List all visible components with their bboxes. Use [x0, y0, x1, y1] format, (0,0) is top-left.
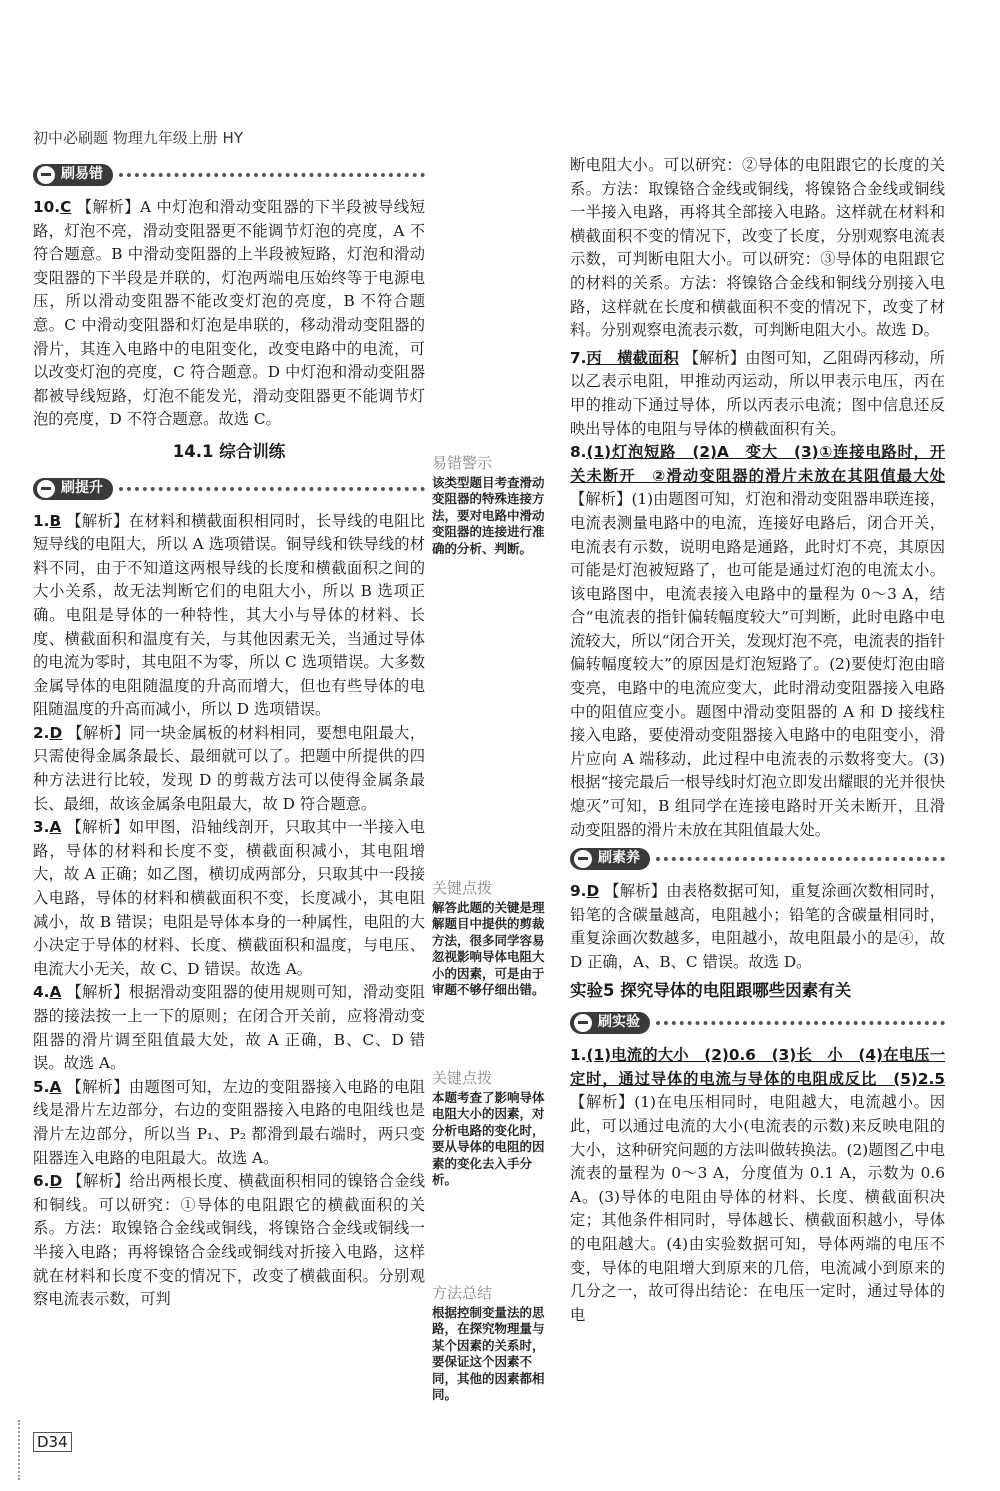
page-margin-dots: [18, 1420, 22, 1480]
section-title-14-1: 14.1 综合训练: [172, 441, 286, 461]
answer-item-8: 8.(1)灯泡短路 (2)A 变大 (3)①连接电路时，开关未断开 ②滑动变阻器的滑片未放在其阻值最大处 【解析】(1)由题图可知，灯泡和滑动变阻器串联连接，电流表测量电路中的电流，连接好电路后，闭合开关，电流表有示数，说明电路是通路，此时灯不亮，其原因可能是灯泡被短路了，也可能是通过灯泡的电流太小。该电路图中，电流表接入电路中的量程为 0～3 A，结合“电流表的指针偏转幅度较大”可判断，此时电路中电流较大，所以“闭合开关，发现灯泡不亮，电流表的指针偏转幅度较大”的原因是灯泡短路了。(2)要使灯泡由暗变亮，电路中的电流应变大，此时滑动变阻器接入电路中的阻值应变小。题图中滑动变阻器的 A 和 D 接线柱接入电路，要使滑动变阻器接入电路中的电阻变小，滑片应向 A 端移动，此过程中电流表的示数将变大。(3)根据“接完最后一根导线时灯泡立即发出耀眼的光并很快熄灭”可知，B 组同学在连接电路时开关未断开，且滑动变阻器的滑片未放在其阻值最大处。: [570, 443, 945, 839]
answer-item-1: 1.B 【解析】在材料和横截面积相同时，长导线的电阻比短导线的电阻大，所以 A 选项错误。铜导线和铁导线的材料不同，由于不知道这两根导线的长度和横截面积之间的大小关系，故无法判断它们的电阻大小，所以 B 选项正确。电阻是导体的一种特性，其大小与导体的材料、长度、横截面积和温度有关，与其他因素无关，当通过导体的电流为零时，其电阻不为零，所以 C 选项错误。大多数金属导体的电阻随温度的升高而增大，但也有些导体的电阻随温度的升高而减小，所以 D 选项错误。: [33, 511, 425, 719]
answer-item-6: 6.D 【解析】给出两根长度、横截面积相同的镍铬合金线和铜线。可以研究：①导体的电阻跟它的横截面积的关系。方法：取镍铬合金线或铜线，将镍铬合金线或铜线一半接入电路；再将镍铬合金线或铜线对折接入电路，这样就在材料和长度不变的情况下，改变了横截面积。分别观察电流表示数，可判: [33, 1172, 425, 1309]
answer-item-7: 7.丙 横截面积 【解析】由图可知，乙阻碍丙移动，所以乙表示电阻，甲推动丙运动，所以甲表示电压，丙在甲的推动下通过导体，所以丙表示电流；图中信息还反映出导体的电阻与导体的横截面积有关。: [570, 348, 945, 438]
answer-item-5: 5.A 【解析】由题图可知，左边的变阻器接入电路的电阻线是滑片左边部分，右边的变阻器接入电路的电阻线也是滑片左边部分，所以当 P₁、P₂ 都滑到最右端时，两只变阻器连入电路的电阻最大。故选 A。: [33, 1077, 425, 1167]
experiment-title: 实验5 探究导体的电阻跟哪些因素有关: [570, 980, 852, 1000]
book-header: 初中必刷题 物理九年级上册 HY: [33, 129, 243, 147]
brush-icon: [37, 480, 55, 498]
side-note-yicuo: 易错警示 该类型题目考查滑动变阻器的特殊连接方法，要对电路中滑动变阻器的连接进行准确的分析、判断。: [432, 454, 545, 556]
brush-icon: [574, 850, 592, 868]
side-note-key-2: 关键点拨 本题考查了影响导体电阻大小的因素，对分析电路的变化时，要从导体的电阻的因素的变化去入手分析。: [432, 1069, 545, 1187]
answer-item-2: 2.D 【解析】同一块金属板的材料相同，要想电阻最大，只需使得金属条最长、最细就可以了。把题中所提供的四种方法进行比较，发现 D 的剪裁方法可以使得金属条最长、最细，故该金属条电阻最大，故 D 符合题意。: [33, 723, 425, 813]
answer-item-4: 4.A 【解析】根据滑动变阻器的使用规则可知，滑动变阻器的接法按一上一下的原则；在闭合开关前，应将滑动变阻器的滑片调至阻值最大处，故 A 正确，B、C、D 错误。故选 A。: [33, 983, 425, 1073]
answer-item-10: 10.C 【解析】A 中灯泡和滑动变阻器的下半段被导线短路，灯泡不亮，滑动变阻器更不能调节灯泡的亮度，A 不符合题意。B 中滑动变阻器的上半段被短路，灯泡和滑动变阻器的下半段是并联的，灯泡两端电压始终等于电源电压，所以滑动变阻器不能改变灯泡的亮度，B 不符合题意。C 中滑动变阻器和灯泡是串联的，移动滑动变阻器的滑片，其连入电路中的电阻变化，改变电路中的电流，可以改变灯泡的亮度，C 符合题意。D 中灯泡和滑动变阻器都被导线短路，灯泡不能发光，滑动变阻器更不能调节灯泡的亮度，D 不符合题意。故选 C。: [33, 198, 425, 429]
right-column: [570, 154, 945, 1327]
answer-item-6-continued: 断电阻大小。可以研究：②导体的电阻跟它的长度的关系。方法：取镍铬合金线或铜线，将镍铬合金线或铜线一半接入电路，再将其全部接入电路。这样就在材料和横截面积不变的情况下，改变了长度，分别观察电流表示数，可判断电阻大小。可以研究：③导体的电阻跟它的材料的关系。方法：将镍铬合金线和铜线分别接入电路，这样就在长度和横截面积不变的情况下，改变了材料。分别观察电流表示数，可判断电阻大小。故选 D。: [570, 156, 945, 340]
page-number: D34: [33, 1432, 72, 1452]
brush-icon: [37, 166, 55, 184]
badge-shiyan: 刷实验: [570, 1008, 945, 1038]
answer-item-3: 3.A 【解析】如甲图，沿轴线剖开，只取其中一半接入电路，导体的材料和长度不变，横截面积减小，其电阻增大，故 A 正确；如乙图，横切成两部分，只取其中一段接入电路，导体的材料和横截面积不变，长度减小，其电阻减小，故 B 错误；电阻是导体本身的一种属性，电阻的大小决定于导体的材料、长度、横截面积和温度，与电压、电流大小无关，故 C、D 错误。故选 A。: [33, 818, 425, 978]
answer-item-9: 9.D 【解析】由表格数据可知，重复涂画次数相同时，铅笔的含碳量越高，电阻越小；铅笔的含碳量相同时，重复涂画次数越多，电阻越小，故电阻最小的是④，故 D 正确，A、B、C 错误。故选 D。: [570, 882, 945, 971]
experiment-answer-1: 1.(1)电流的大小 (2)0.6 (3)长 小 (4)在电压一定时，通过导体的电流与导体的电阻成反比 (5)2.5 【解析】(1)在电压相同时，电阻越大，电流越小。因此，可以通过电流的大小(电流表的示数)来反映电阻的大小，这种研究问题的方法叫做转换法。(2)题图乙中电流表的量程为 0～3 A，分度值为 0.1 A，示数为 0.6 A。(3)导体的电阻由导体的材料、长度、横截面积决定；其他条件相同时，导体越长、横截面积越小，导体的电阻越大。(4)由实验数据可知，导体两端的电压不变，导体的电阻增大到原来的几倍，电流减小到原来的几分之一，故可得出结论：在电压一定时，通过导体的电: [570, 1046, 945, 1324]
side-note-key-1: 关键点拨 解答此题的关键是理解题目中提供的剪裁方法，很多同学容易忽视影响导体电阻大小的因素，可是由于审题不够仔细出错。: [432, 879, 545, 997]
badge-tisheng: 刷提升: [33, 474, 425, 504]
badge-suyang: 刷素养: [570, 844, 945, 874]
brush-icon: [574, 1014, 592, 1032]
left-column: [33, 166, 425, 1312]
side-note-method: 方法总结 根据控制变量法的思路，在探究物理量与某个因素的关系时，要保证这个因素不同，其他的因素都相同。: [432, 1284, 545, 1402]
badge-yicuo: 刷易错: [33, 160, 425, 190]
